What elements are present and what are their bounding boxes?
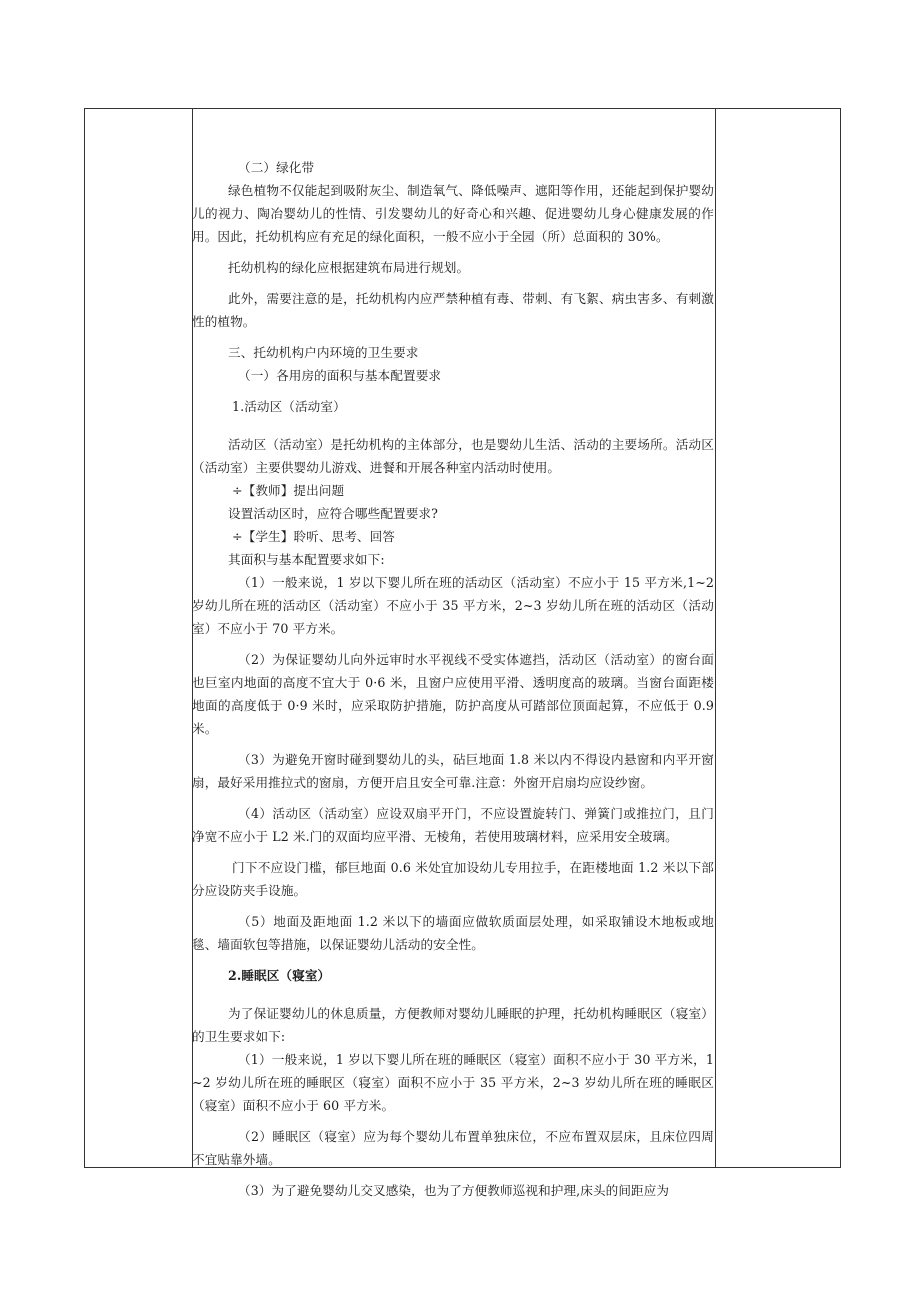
paragraph-activity-intro: 活动区（活动室）是托幼机构的主体部分，也是婴幼儿生活、活动的主要场所。活动区（活动室）主要供婴幼儿游戏、进餐和开展各种室内活动时使用。	[192, 437, 714, 475]
requirement-5: （5）地面及距地面 1.2 米以下的墙面应做软质面层处理，如采取铺设木地板或地毯、墙面软包等措施，以保证婴幼儿活动的安全性。	[192, 914, 714, 952]
paragraph-greenery-prohibited: 此外，需要注意的是，托幼机构内应严禁种植有毒、带刺、有飞絮、病虫害多、有刺激性的植物。	[192, 291, 714, 329]
heading-activity-area: 1.活动区（活动室）	[232, 399, 346, 414]
student-response: ÷【学生】聆听、思考、回答	[232, 529, 395, 544]
teacher-question: 设置活动区时，应符合哪些配置要求?	[228, 506, 438, 521]
requirement-4-continued: 门下不应设门槛，郁巨地面 0.6 米处宜加设幼儿专用拉手，在距楼地面 1.2 米以下部分应设防夹手设施。	[192, 860, 714, 898]
requirements-intro: 其面积与基本配置要求如下:	[228, 552, 385, 567]
document-content	[192, 108, 714, 1198]
heading-subsection-1: （一）各用房的面积与基本配置要求	[238, 368, 442, 383]
paragraph-greenery-benefits: 绿色植物不仅能起到吸附灰尘、制造氧气、降低噪声、遮阳等作用，还能起到保护婴幼儿的视力、陶冶婴幼儿的性情、引发婴幼儿的好奇心和兴趣、促进婴幼儿身心健康发展的作用。因此，托幼机构应有充足的绿化面积，一般不应小于全园（所）总面积的 30%。	[192, 183, 714, 244]
paragraph-greenery-planning: 托幼机构的绿化应根据建筑布局进行规划。	[228, 260, 470, 275]
right-column-divider	[715, 109, 716, 1167]
requirement-2: （2）为保证婴幼儿向外远审时水平视线不受实体遮挡，活动区（活动室）的窗台面也巨室内地面的高度不宜大于 0·6 米，且窗户应使用平滑、透明度高的玻璃。当窗台面距楼地面的高度低于 0·9 米时，应采取防护措施，防护高度从可踏部位顶面起算，不应低于 0.9 米。	[192, 652, 714, 736]
requirement-1: （1）一般来说，1 岁以下婴儿所在班的活动区（活动室）不应小于 15 平方米,1~2 岁幼儿所在班的活动区（活动室）不应小于 35 平方米，2~3 岁幼儿所在班的活动区（活动室）不应小于 70 平方米。	[192, 575, 714, 636]
heading-greenbelt: （二）绿化带	[238, 160, 315, 175]
requirement-4: （4）活动区（活动室）应设双扇平开门，不应设置旋转门、弹簧门或推拉门，且门净宽不应小于 L2 米.门的双面均应平滑、无棱角，若使用玻璃材料，应采用安全玻璃。	[192, 806, 714, 844]
teacher-prompt: ÷【教师】提出问题	[232, 483, 345, 498]
heading-sleep-area: 2.睡眠区（寝室）	[228, 968, 331, 983]
sleep-requirement-3: （3）为了避免婴幼儿交叉感染，也为了方便教师巡视和护理,床头的间距应为	[238, 1183, 670, 1198]
sleep-requirement-2: （2）睡眠区（寝室）应为每个婴幼儿布置单独床位，不应布置双层床，且床位四周不宜贴靠外墙。	[192, 1129, 714, 1167]
sleep-requirement-1: （1）一般来说，1 岁以下婴儿所在班的睡眠区（寝室）面积不应小于 30 平方米，1~2 岁幼儿所在班的睡眠区（寝室）面积不应小于 35 平方米，2~3 岁幼儿所在班的睡眠区（寝室）面积不应小于 60 平方米。	[192, 1052, 714, 1113]
requirement-3: （3）为避免开窗时碰到婴幼儿的头，砧巨地面 1.8 米以内不得设内悬窗和内平开窗扇，最好采用推拉式的窗扇，方便开启且安全可靠.注意：外窗开启扇均应设纱窗。	[192, 752, 714, 790]
heading-section-3: 三、托幼机构户内环境的卫生要求	[228, 345, 419, 360]
paragraph-sleep-intro: 为了保证婴幼儿的休息质量，方便教师对婴幼儿睡眠的护理，托幼机构睡眠区（寝室）的卫生要求如下:	[192, 1006, 714, 1044]
